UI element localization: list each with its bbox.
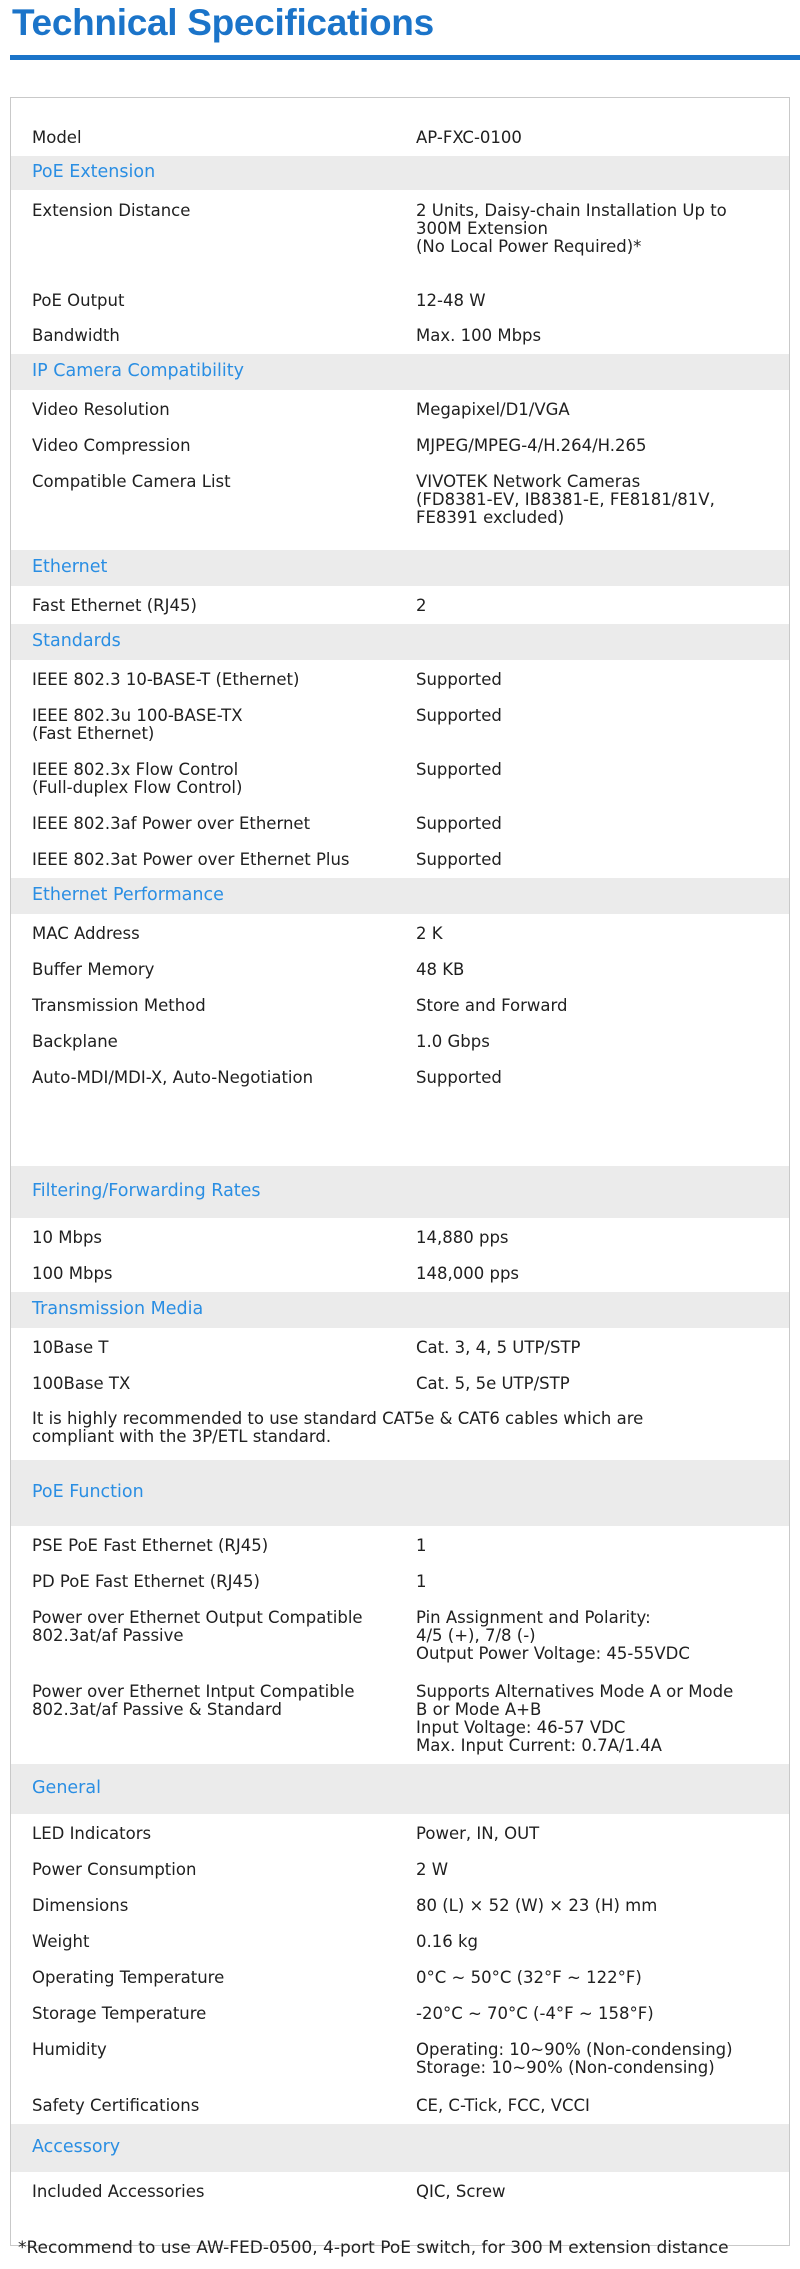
spec-key: Fast Ethernet (RJ45): [32, 596, 197, 615]
spec-row: [11, 2032, 789, 2086]
spec-row: [11, 1674, 789, 1762]
spec-key: LED Indicators: [32, 1824, 152, 1843]
spec-row: [11, 1996, 789, 2030]
spec-value: -20°C ~ 70°C (-4°F ~ 158°F): [416, 2004, 654, 2023]
spec-key: Storage Temperature: [32, 2004, 207, 2023]
spec-key: 100Base TX: [32, 1374, 131, 1393]
spec-row: [11, 662, 789, 696]
spec-value: Cat. 3, 4, 5 UTP/STP: [416, 1338, 581, 1357]
spec-value: 1.0 Gbps: [416, 1032, 490, 1051]
spec-key: IEEE 802.3x Flow Control (Full-duplex Flow Control): [32, 760, 243, 797]
section-title: Transmission Media: [32, 1299, 204, 1319]
spec-row: [11, 588, 789, 622]
spec-row: [11, 2174, 789, 2218]
spec-row: [11, 698, 789, 750]
spec-key: PSE PoE Fast Ethernet (RJ45): [32, 1536, 269, 1555]
spec-value: 2 Units, Daisy-chain Installation Up to 300M Extension (No Local Power Required)*: [416, 201, 727, 256]
spec-value: 2 K: [416, 924, 443, 943]
spec-value: 1: [416, 1572, 427, 1591]
spec-row: [11, 2088, 789, 2122]
section-title: PoE Extension: [32, 162, 156, 182]
spec-row: [11, 428, 789, 462]
spec-row: [11, 1060, 789, 1110]
spec-row: [11, 1816, 789, 1850]
spec-value: MJPEG/MPEG-4/H.264/H.265: [416, 436, 647, 455]
spec-value: 80 (L) × 52 (W) × 23 (H) mm: [416, 1896, 658, 1915]
spec-value: 2: [416, 596, 427, 615]
spec-value: 2 W: [416, 1860, 449, 1879]
spec-key: Video Resolution: [32, 400, 170, 419]
section-title: Ethernet: [32, 557, 108, 577]
spec-value: VIVOTEK Network Cameras (FD8381-EV, IB8381-E, FE8181/81V, FE8391 excluded): [416, 472, 715, 527]
spec-value: 48 KB: [416, 960, 465, 979]
spec-key: 100 Mbps: [32, 1264, 113, 1283]
spec-key: Buffer Memory: [32, 960, 155, 979]
spec-value: Supported: [416, 670, 502, 689]
spec-key: IEEE 802.3 10-BASE-T (Ethernet): [32, 670, 300, 689]
spec-key: IEEE 802.3u 100-BASE-TX (Fast Ethernet): [32, 706, 243, 743]
spec-row: [11, 392, 789, 426]
spec-row: [11, 1330, 789, 1364]
spec-value: Supported: [416, 814, 502, 833]
spec-row: [11, 1220, 789, 1254]
spec-row: [11, 1960, 789, 1994]
spec-key: Safety Certifications: [32, 2096, 200, 2115]
spec-row: [11, 916, 789, 950]
section-title: General: [32, 1778, 101, 1798]
spec-key: 10Base T: [32, 1338, 109, 1357]
spec-value: 148,000 pps: [416, 1264, 520, 1283]
spec-row: [11, 464, 789, 548]
spec-key: PD PoE Fast Ethernet (RJ45): [32, 1572, 260, 1591]
spec-value: AP-FXC-0100: [416, 128, 522, 147]
spec-row: [11, 806, 789, 840]
spec-key: Video Compression: [32, 436, 191, 455]
section-title: Accessory: [32, 2137, 121, 2157]
spec-value: Cat. 5, 5e UTP/STP: [416, 1374, 570, 1393]
spec-value: Operating: 10~90% (Non-condensing) Storage: 10~90% (Non-condensing): [416, 2040, 733, 2077]
section-header: [11, 1166, 789, 1218]
section-title: Ethernet Performance: [32, 885, 224, 905]
spec-value: Supported: [416, 760, 502, 779]
spec-key: Operating Temperature: [32, 1968, 225, 1987]
section-header: [11, 1764, 789, 1814]
spec-value: Store and Forward: [416, 996, 568, 1015]
page-title: Technical Specifications: [12, 2, 434, 43]
spec-key: Backplane: [32, 1032, 118, 1051]
spec-key: Power over Ethernet Intput Compatible 802.3at/af Passive & Standard: [32, 1682, 355, 1719]
section-title: PoE Function: [32, 1482, 144, 1502]
table-note: [11, 1402, 789, 1458]
spec-key: Extension Distance: [32, 201, 191, 220]
spec-key: 10 Mbps: [32, 1228, 103, 1247]
spec-row: [11, 1564, 789, 1598]
spec-key: Transmission Method: [32, 996, 206, 1015]
spec-key: Power over Ethernet Output Compatible 802.3at/af Passive: [32, 1608, 363, 1645]
note-text: It is highly recommended to use standard CAT5e & CAT6 cables which are compliant with the 3P/ETL standard.: [32, 1409, 644, 1446]
footnote: *Recommend to use AW-FED-0500, 4-port PoE switch, for 300 M extension distance: [18, 2238, 729, 2258]
spec-row: [11, 318, 789, 352]
section-title: Standards: [32, 631, 121, 651]
spec-value: 14,880 pps: [416, 1228, 509, 1247]
spec-row: [11, 752, 789, 804]
section-header: [11, 156, 789, 190]
spec-key: Included Accessories: [32, 2182, 205, 2201]
title-underline: [10, 55, 800, 60]
spec-row: [11, 988, 789, 1022]
spec-value: Megapixel/D1/VGA: [416, 400, 570, 419]
spec-row: [11, 952, 789, 986]
section-header: [11, 354, 789, 390]
spec-key: MAC Address: [32, 924, 140, 943]
section-header: [11, 2124, 789, 2172]
spec-key: IEEE 802.3at Power over Ethernet Plus: [32, 850, 350, 869]
spec-value: 12-48 W: [416, 291, 486, 310]
spec-value: 0.16 kg: [416, 1932, 479, 1951]
spec-row: [11, 120, 789, 154]
spec-value: Supported: [416, 850, 502, 869]
spec-value: CE, C-Tick, FCC, VCCI: [416, 2096, 590, 2115]
spec-value: 0°C ~ 50°C (32°F ~ 122°F): [416, 1968, 642, 1987]
section-header: [11, 624, 789, 660]
spec-row: [11, 283, 789, 317]
spec-value: Supported: [416, 706, 502, 725]
spec-value: 1: [416, 1536, 427, 1555]
spec-key: Bandwidth: [32, 326, 120, 345]
spec-value: QIC, Screw: [416, 2182, 506, 2201]
spec-row: [11, 1924, 789, 1958]
spec-value: Power, IN, OUT: [416, 1824, 540, 1843]
spec-row: [11, 193, 789, 281]
spec-key: IEEE 802.3af Power over Ethernet: [32, 814, 311, 833]
spec-key: Compatible Camera List: [32, 472, 231, 491]
spec-row: [11, 1852, 789, 1886]
spec-row: [11, 1256, 789, 1290]
section-header: [11, 1292, 789, 1328]
spec-value: Supported: [416, 1068, 502, 1087]
section-header: [11, 878, 789, 914]
spec-key: PoE Output: [32, 291, 125, 310]
spec-row: [11, 1888, 789, 1922]
spec-row: [11, 1366, 789, 1400]
spec-value: Supports Alternatives Mode A or Mode B or Mode A+B Input Voltage: 46-57 VDC Max. Input Current: 0.7A/1.4A: [416, 1682, 734, 1755]
spec-key: Dimensions: [32, 1896, 129, 1915]
spec-key: Auto-MDI/MDI-X, Auto-Negotiation: [32, 1068, 314, 1087]
section-title: Filtering/Forwarding Rates: [32, 1181, 261, 1201]
spec-key: Weight: [32, 1932, 90, 1951]
spec-row: [11, 1528, 789, 1562]
section-header: [11, 550, 789, 586]
spec-key: Power Consumption: [32, 1860, 197, 1879]
spec-row: [11, 1600, 789, 1672]
spec-row: [11, 842, 789, 876]
spec-key: Model: [32, 128, 82, 147]
spec-value: Pin Assignment and Polarity: 4/5 (+), 7/8 (-) Output Power Voltage: 45-55VDC: [416, 1608, 690, 1663]
section-title: IP Camera Compatibility: [32, 361, 244, 381]
section-header: [11, 1460, 789, 1526]
spec-key: Humidity: [32, 2040, 107, 2059]
spec-row: [11, 1024, 789, 1058]
spec-value: Max. 100 Mbps: [416, 326, 542, 345]
